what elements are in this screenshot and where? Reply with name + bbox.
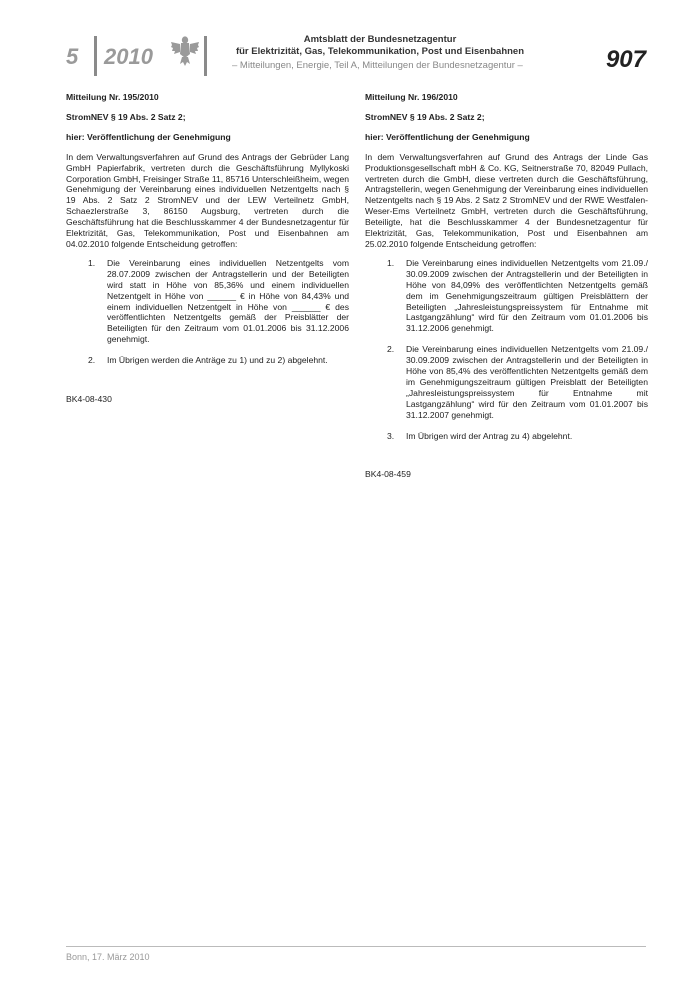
notice-subject: hier: Veröffentlichung der Genehmigung	[365, 131, 530, 142]
decision-item	[365, 258, 648, 334]
header-divider	[94, 36, 97, 76]
publication-title-line: Amtsblatt der Bundesnetzagentur	[303, 34, 457, 45]
decision-item-text: Im Übrigen wird der Antrag zu 4) abgelehnt.	[406, 430, 573, 441]
decision-list	[66, 258, 349, 366]
publication-title-line: für Elektrizität, Gas, Telekommunikation, Post und Eisenbahnen	[235, 46, 525, 57]
publication-title	[220, 34, 540, 58]
notice-legal-basis: StromNEV § 19 Abs. 2 Satz 2;	[66, 111, 186, 122]
left-column	[66, 92, 349, 405]
page-number: 907	[605, 46, 646, 73]
notice-legal-basis: StromNEV § 19 Abs. 2 Satz 2;	[365, 111, 485, 122]
header-divider	[204, 36, 207, 76]
decision-item	[66, 355, 349, 366]
decision-item-text: Die Vereinbarung eines individuellen Netzentgelts vom 21.09./ 30.09.2009 zwischen der Antragstellerin und der Beteiligten in Höhe von 85,4% des veröffentlichten Netzentgelts gemäß dem im Genehmigungszeitraum gültigen Preisblatt der Beteiligten „Jahresleistungspreissystem für Entnahme mit Lastgangzählung“ wird für den Zeitraum vom 01.01.2007 bis 31.12.2007 genehmigt.	[406, 344, 648, 420]
footer-date: Bonn, 17. März 2010	[66, 952, 150, 962]
decision-item-number: 3.	[387, 430, 395, 441]
decision-item	[365, 344, 648, 420]
issue-year: 2010	[104, 44, 153, 69]
notice-subject: hier: Veröffentlichung der Genehmigung	[66, 131, 231, 142]
notice-intro: In dem Verwaltungsverfahren auf Grund des Antrags der Gebrüder Lang GmbH Papierfabrik, vertreten durch die Geschäftsführung Myllykoski Corporation GmbH, Freisinger Straße 11, 85716 Unterschleißheim, wegen Genehmigung der Vereinbarung eines individuellen Netzentgelts nach § 19 Abs. 2 Satz 2 StromNEV und der LEW Verteilnetz GmbH, Schaezlerstraße 3, 86150 Augsburg, vertreten durch die Geschäftsführung hat die Beschlusskammer 4 der Bundesnetzagentur für Elektrizität, Gas, Telekommunikation, Post und Eisenbahnen am 04.02.2010 folgende Entscheidung getroffen:	[66, 151, 349, 249]
decision-list	[365, 258, 648, 442]
publication-subtitle: – Mitteilungen, Energie, Teil A, Mitteilungen der Bundesnetzagentur –	[232, 60, 523, 71]
notice-intro: In dem Verwaltungsverfahren auf Grund des Antrags der Linde Gas Produktionsgesellschaft mbH & Co. KG, Seitnerstraße 70, 82049 Pullach, vertreten durch die GmbH, diese vertreten durch die Geschäftsführung, Antragstellerin, wegen Genehmigung der Vereinbarung eines individuellen Netzentgelts nach § 19 Abs. 2 Satz 2 StromNEV und der RWE Westfalen-Weser-Ems Verteilnetz GmbH, vertreten durch die Geschäftsführung, Beteiligte, hat die Beschlusskammer 4 der Bundesnetzagentur für Elektrizität, Gas, Telekommunikation, Post und Eisenbahnen am 25.02.2010 folgende Entscheidung getroffen:	[365, 151, 648, 249]
decision-item	[365, 431, 648, 442]
federal-eagle-icon	[170, 34, 200, 68]
decision-item-text: Die Vereinbarung eines individuellen Netzentgelts vom 28.07.2009 zwischen der Antragstellerin und der Beteiligten wird statt in Höhe von 85,36% und einem individuellen Netzentgelt in Höhe von ______ € in Höhe von 84,43% und einem individuellen Netzentgelt in Höhe von ______ € des veröffentlichten Netzentgelts gemäß der Preisblätter der Beteiligten für den Zeitraum vom 01.01.2006 bis 31.12.2006 genehmigt.	[107, 257, 349, 345]
notice-number: Mitteilung Nr. 196/2010	[365, 92, 458, 102]
case-reference: BK4-08-459	[365, 469, 411, 480]
notice-number: Mitteilung Nr. 195/2010	[66, 92, 159, 102]
decision-item-number: 2.	[88, 355, 96, 366]
decision-item-text: Im Übrigen werden die Anträge zu 1) und zu 2) abgelehnt.	[107, 355, 328, 366]
decision-item-text: Die Vereinbarung eines individuellen Netzentgelts vom 21.09./ 30.09.2009 zwischen der Antragstellerin und der Beteiligten in Höhe von 84,09% des veröffentlichten Netzentgelts gemäß dem im Genehmigungszeitraum gültigen Preisblättern der Beteiligten „Jahresleistungspreissystem für Entnahme mit Lastgangzählung“ wird für den Zeitraum vom 01.01.2006 bis 31.12.2006 genehmigt.	[406, 257, 648, 334]
footer-divider	[66, 946, 646, 947]
decision-item	[66, 258, 349, 345]
decision-item-number: 1.	[387, 257, 395, 268]
right-column	[365, 92, 648, 480]
issue-number: 5	[66, 44, 79, 69]
decision-item-number: 1.	[88, 257, 96, 268]
decision-item-number: 2.	[387, 344, 395, 355]
case-reference: BK4-08-430	[66, 394, 112, 405]
